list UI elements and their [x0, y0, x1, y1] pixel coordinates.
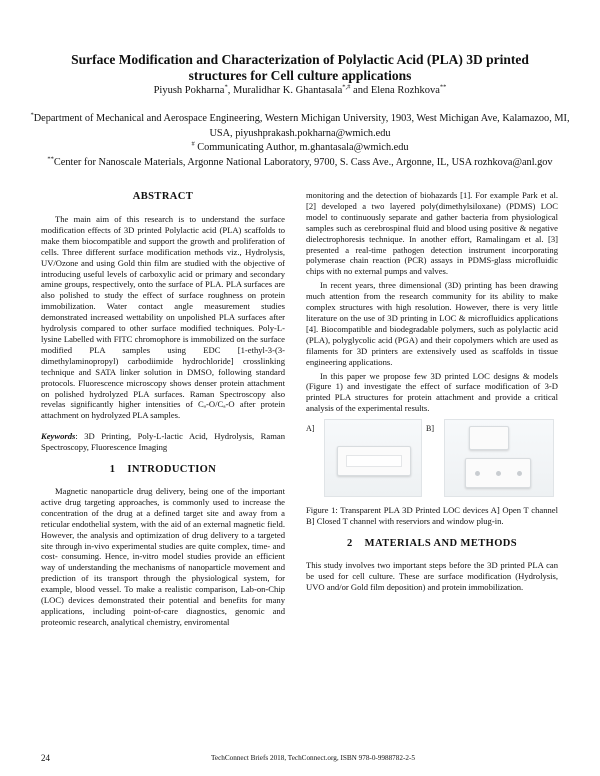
methods-paragraph-1: This study involves two important steps before the 3D printed PLA can be used for cell culture. These are surface modification (Hydrolysis, UVO and/or Gold film deposition) and protein immobilization. [306, 559, 558, 592]
reservoir [496, 471, 501, 476]
open-channel [346, 455, 402, 467]
paper-title-line-2: structures for Cell culture applications [188, 68, 412, 83]
author-mark: * [224, 83, 228, 91]
affiliation-mark: ** [47, 155, 54, 163]
intro-paragraph-2: In recent years, three dimensional (3D) printing has been drawing much attention from the research community for its ability to make complex structures with high resolution. However, there is very little literature on the use of 3D printing in LOC & microfluidics applications [4]. Biocompatible and biodegradable polymers, such as polylactic acid (PLA), polyglycolic acid (PGA) and their copolymers which are used as filaments for 3D printers are extensively used as scaffolds in tissue engineering applications. [306, 280, 558, 367]
keywords-text: : 3D Printing, Poly-L-lactic Acid, Hydrolysis, Raman Spectroscopy, Fluorescence Imaging [41, 431, 285, 453]
intro-paragraph-1: Magnetic nanoparticle drug delivery, being one of the important active drug targeting approaches, is commonly used to increase the concentration of the drug at a defined target site and away from a reticular endothelial system, with the aid of an external magnetic field. However, the analysis and optimization of drug delivery to a targeted site through in-vivo experimental studies are quite complex, time- and cost- consuming. Hence, in-vitro model studies provide an efficient way of understanding the mechanisms of nanoparticle movement and prediction of its transport through the physiological system, for example, blood vessel. To make a realistic comparison, Lab-on-Chip (LOC) devices demonstrated their potential and benefits for many applications, including point-of-care diagnostics, genomic and proteomic research, analytical chemistry, enviromental [41, 486, 285, 627]
title-block [40, 52, 560, 98]
figure-1 [306, 419, 558, 499]
affiliation-mark: * [30, 111, 34, 119]
figure-label-a: A] [306, 424, 315, 434]
footer-citation: TechConnect Briefs 2018, TechConnect.org, ISBN 978-0-9988782-2-5 [211, 754, 415, 762]
figure-label-b: B] [426, 424, 434, 434]
section-number: 2 [347, 537, 353, 549]
author-name: , Muralidhar K. Ghantasala [227, 85, 343, 96]
chip-device [337, 446, 411, 476]
affiliations [30, 112, 570, 170]
affiliation-text: Center for Nanoscale Materials, Argonne National Laboratory, 9700, S. Cass Ave., Argonne, IL, USA rozhkova@anl.gov [53, 156, 553, 168]
figure-caption: Figure 1: Transparent PLA 3D Printed LOC devices A] Open T channel B] Closed T channel with reserviors and window plug-in. [306, 505, 558, 527]
methods-heading [306, 537, 558, 551]
reservoir [517, 471, 522, 476]
abstract-text: The main aim of this research is to understand the surface modification effects of 3D printed Polylactic acid (PLA) scaffolds to make them biocompatible and support the growth and proliferation of cells. Three different surface modification methods viz., Hydrolysis, UV/Ozone and using Gold thin film are studied with the objective of introducing useful levels of carboxylic acid or primary and secondary amine groups, respectively, onto the surface of PLA. PLA surfaces are also polished to study the effect of surface roughness on protein immobilization. Water contact angle measurement studies demonstrated increased wettability on unpolished PLA surfaces after hydrolysis compared to other surface modified techniques. Poly-L-lysine Labelled with FITC chromophore is immobilized on the surface modified PLA samples using EDC [1-ethyl-3-(3-dimethylaminopropyl) carbodiimide hydrochloride] crosslinking technique and SATA linker solution in DMSO, following standard protocols. Fluorescence microscopy shows denser protein attachment on polished hydrolyzed PLA surfaces. Raman Spectroscopy also revelas significantly higher intensities of Cₐ-O/Cₐ-O after protein attachment on hydrolyzed PLA samples. [41, 214, 285, 421]
affiliation-mark: # [191, 140, 195, 148]
paper-title-line-1: Surface Modification and Characterization of Polylactic Acid (PLA) 3D printed [71, 52, 529, 67]
affiliation-text: Department of Mechanical and Aerospace Engineering, Western Michigan University, 1903, West Michigan Ave, Kalamazoo, MI, USA, piyushprakash.pokharna@wmich.edu [33, 113, 570, 139]
figure-image-closed-t-channel [444, 419, 554, 497]
section-title: INTRODUCTION [127, 464, 217, 476]
right-column [306, 190, 558, 593]
affiliation-text: Communicating Author, m.ghantasala@wmich.edu [194, 142, 409, 153]
affiliation [30, 112, 570, 141]
affiliation [30, 141, 570, 156]
keywords [41, 431, 285, 453]
page-number: 24 [41, 753, 50, 763]
abstract-heading: ABSTRACT [132, 191, 194, 202]
section-title: MATERIALS AND METHODS [364, 537, 517, 549]
author-mark: *,# [342, 83, 351, 91]
paper-title [40, 52, 560, 84]
reservoir [475, 471, 480, 476]
keywords-label: Keywords [41, 431, 76, 442]
chip-device [465, 458, 531, 488]
author-name: Piyush Pokharna [153, 85, 225, 96]
author-list [40, 84, 560, 98]
intro-paragraph-3: In this paper we propose few 3D printed LOC designs & models (Figure 1) and investigate the effect of surface modification of 3-D printed PLA structures for protein attachment and provide a critical analysis of the experimental results. [306, 370, 558, 414]
left-column [41, 190, 285, 628]
intro-paragraph-1-continued: monitoring and the detection of biohazards [1]. For example Park et al. [2] developed a two layered poly(dimethylsiloxane) (PDMS) LOC model to continuously separate and gather bacteria from physiological samples such as cerebrospinal fluid and blood using positive & negative dielectrophoresis technique. In another effort, Ramalingam et al. [3] presented a real-time pathogen detection instrument incorporating polymerase chain reaction (PCR) assays in PDMS-glass microfluidic chips with no external pumps and valves. [306, 190, 558, 277]
intro-heading [41, 463, 285, 477]
author-mark: ** [439, 83, 447, 91]
figure-image-open-t-channel [324, 419, 422, 497]
affiliation [30, 156, 570, 171]
window-plug-in [469, 426, 509, 450]
author-name: and Elena Rozhkova [350, 85, 440, 96]
section-number: 1 [109, 464, 116, 476]
